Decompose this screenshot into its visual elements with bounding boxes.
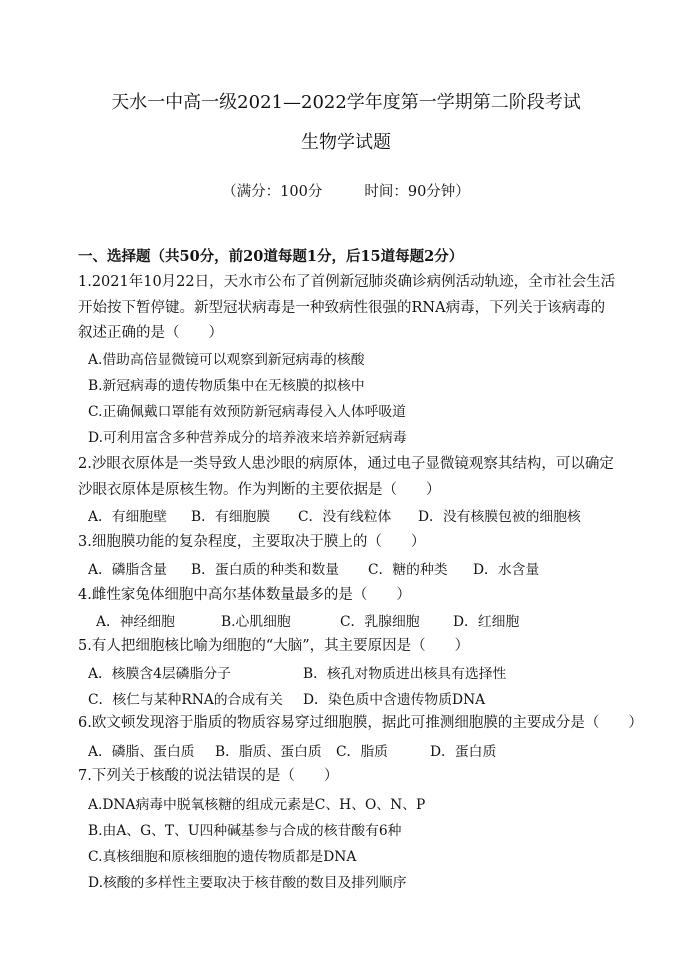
time-info: 时间：90分钟）: [364, 184, 470, 200]
section-heading: 一、选择题（共50分，前20道每题1分，后15道每题2分）: [78, 248, 464, 265]
question-6-option-a: A．磷脂、蛋白质: [88, 744, 195, 760]
question-4-option-d: D．红细胞: [453, 614, 520, 630]
question-7-option-b: B.由A、G、T、U四种碱基参与合成的核苷酸有6种: [88, 823, 402, 839]
question-7-option-c: C.真核细胞和原核细胞的遗传物质都是DNA: [88, 849, 357, 865]
question-2-option-d: D．没有核膜包被的细胞核: [418, 509, 581, 525]
question-2-option-c: C．没有线粒体: [298, 509, 392, 525]
question-6-stem: 6.欧文顿发现溶于脂质的物质容易穿过细胞膜，据此可推测细胞膜的主要成分是（ ）: [78, 715, 643, 731]
question-1-stem: 1.2021年10月22日，天水市公布了首例新冠肺炎确诊病例活动轨迹，全市社会生活开始按下暂停键。新型冠状病毒是一种致病性很强的RNA病毒，下列关于该病毒的叙述正确的是（ ）: [78, 274, 616, 341]
question-6-option-c: C．脂质: [336, 744, 388, 760]
question-5-option-d: D．染色质中含遗传物质DNA: [303, 692, 486, 708]
question-2-option-b: B．有细胞膜: [191, 509, 271, 525]
question-4-option-c: C．乳腺细胞: [340, 614, 420, 630]
question-1-option-a: A.借助高倍显微镜可以观察到新冠病毒的核酸: [88, 352, 365, 368]
question-2-option-a: A．有细胞壁: [88, 509, 167, 525]
question-5-option-c: C．核仁与某种RNA的合成有关: [88, 692, 283, 708]
question-3-option-d: D．水含量: [473, 562, 540, 578]
subject-title: 生物学试题: [301, 132, 391, 153]
question-2-stem: 2.沙眼衣原体是一类导致人患沙眼的病原体，通过电子显微镜观察其结构，可以确定沙眼衣原体是原核生物。作为判断的主要依据是（ ）: [78, 456, 614, 498]
question-3-stem: 3.细胞膜功能的复杂程度，主要取决于膜上的（ ）: [78, 534, 426, 550]
exam-meta: [0, 180, 692, 201]
score-info: （满分：100分: [222, 184, 323, 200]
question-5-option-b: B．核孔对物质进出核具有选择性: [303, 666, 507, 682]
question-7-option-d: D.核酸的多样性主要取决于核苷酸的数目及排列顺序: [88, 875, 407, 891]
question-4-option-b: B.心肌细胞: [221, 614, 291, 630]
question-6-option-d: D．蛋白质: [430, 744, 497, 760]
exam-title: 天水一中高一级2021—2022学年度第一学期第二阶段考试: [111, 92, 581, 113]
question-7-option-a: A.DNA病毒中脱氧核糖的组成元素是C、H、O、N、P: [88, 797, 426, 813]
question-4-option-a: A．神经细胞: [96, 614, 175, 630]
question-1-option-b: B.新冠病毒的遗传物质集中在无核膜的拟核中: [88, 378, 365, 394]
question-4-stem: 4.雌性家兔体细胞中高尔基体数量最多的是（ ）: [78, 587, 411, 603]
question-7-stem: 7.下列关于核酸的说法错误的是（ ）: [78, 768, 339, 784]
question-3-option-c: C．糖的种类: [368, 562, 448, 578]
question-5-stem: 5.有人把细胞核比喻为细胞的“大脑”，其主要原因是（ ）: [78, 638, 470, 654]
question-1-option-c: C.正确佩戴口罩能有效预防新冠病毒侵入人体呼吸道: [88, 404, 406, 420]
question-1-option-d: D.可利用富含多种营养成分的培养液来培养新冠病毒: [88, 430, 407, 446]
question-6-option-b: B．脂质、蛋白质: [215, 744, 322, 760]
question-5-option-a: A．核膜含4层磷脂分子: [88, 666, 231, 682]
question-3-option-b: B．蛋白质的种类和数量: [191, 562, 340, 578]
question-3-option-a: A．磷脂含量: [88, 562, 167, 578]
